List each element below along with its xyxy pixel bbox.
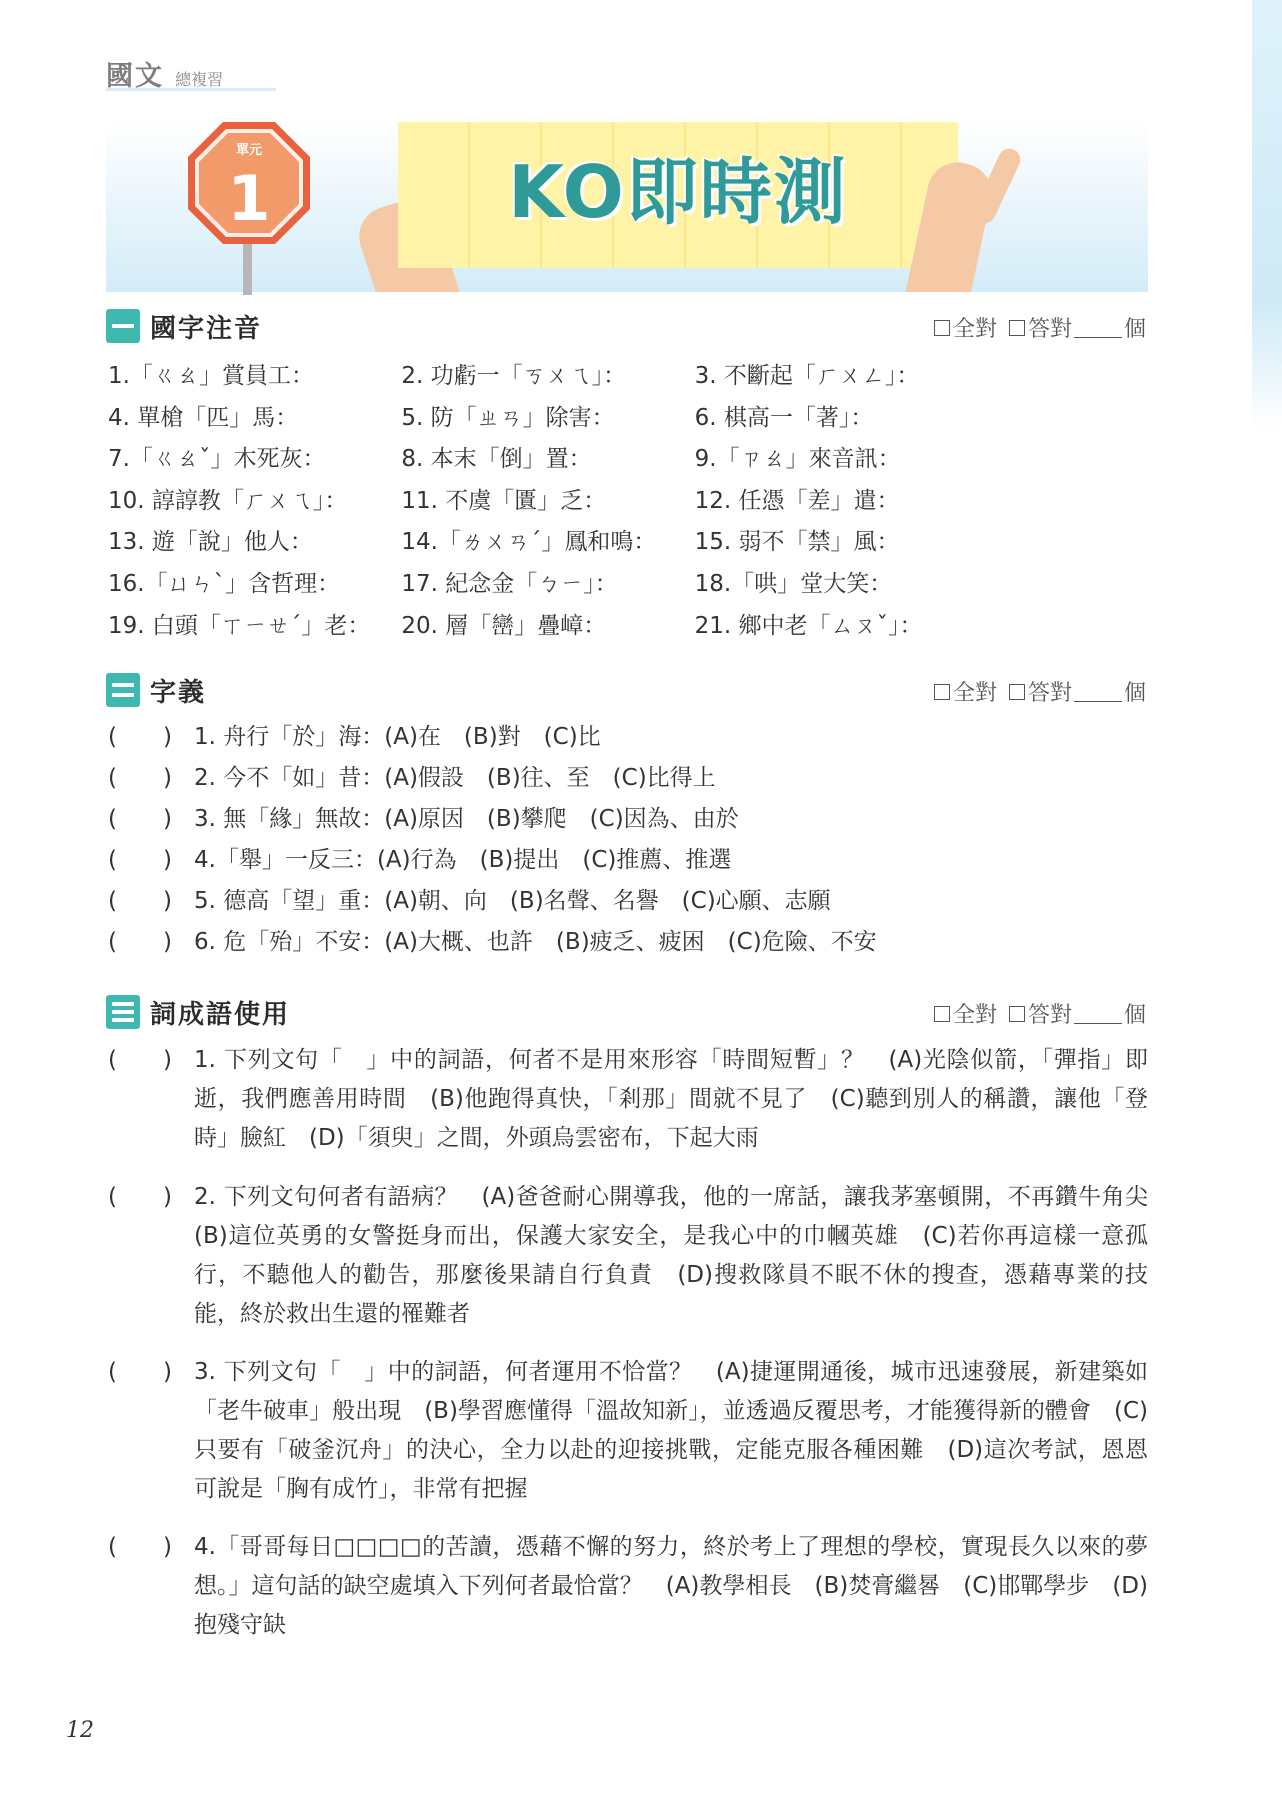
phonetic-item: 5. 防「ㄓㄢ」除害： — [401, 404, 615, 431]
usage-question — [108, 1353, 1148, 1509]
question-text: 4.「舉」一反三：(A)行為 (B)提出 (C)推薦、推選 — [194, 847, 732, 873]
answer-blank[interactable]: ( ) — [108, 888, 172, 914]
usage-question — [108, 1041, 1148, 1158]
answered-checkbox[interactable] — [1009, 1006, 1025, 1022]
question-text: 3. 無「緣」無故：(A)原因 (B)攀爬 (C)因為、由於 — [194, 806, 739, 832]
phonetic-item: 1.「ㄍㄠ」賞員工： — [108, 363, 314, 389]
unit-label: 個 — [1123, 1003, 1146, 1028]
question-text: 4.「哥哥每日□□□□的苦讀，憑藉不懈的努力，終於考上了理想的學校，實現長久以來的夢想。」這句話的缺空處填入下列何者最恰當？ (A)教學相長 (B)焚膏繼晷 (C)邯鄲學步 (D)抱殘守缺 — [194, 1534, 1148, 1638]
unit-sign-icon — [186, 120, 312, 246]
subject-title: 國文 — [106, 61, 164, 92]
phonetic-item: 10. 諄諄教「ㄏㄨㄟ」： — [108, 487, 348, 514]
meaning-question — [108, 800, 1148, 839]
answered-label: 答對 — [1027, 1003, 1072, 1028]
phonetic-item: 8. 本末「倒」置： — [401, 446, 592, 473]
section-3-icon — [106, 995, 140, 1029]
phonetic-item: 14.「ㄌㄨㄢˊ」鳳和鳴： — [401, 529, 657, 556]
score-blank[interactable] — [1074, 1003, 1122, 1024]
section-3-heading — [106, 994, 290, 1030]
answered-checkbox[interactable] — [1009, 320, 1025, 336]
phonetic-item: 2. 功虧一「ㄎㄨㄟ」： — [401, 363, 627, 389]
usage-question — [108, 1178, 1171, 1334]
phonetic-item: 18.「哄」堂大笑： — [694, 570, 893, 597]
phonetic-item: 7.「ㄍㄠˇ」木死灰： — [108, 446, 326, 473]
answer-blank[interactable]: ( ) — [108, 1359, 172, 1385]
meaning-question — [108, 718, 1148, 757]
meaning-question — [108, 923, 1148, 962]
phonetic-item: 3. 不斷起「ㄏㄨㄥ」： — [694, 363, 920, 389]
phonetic-item: 19. 白頭「ㄒㄧㄝˊ」老： — [108, 612, 371, 639]
section-3-score — [934, 998, 1146, 1029]
unit-number: 1 — [227, 162, 271, 235]
question-text: 6. 危「殆」不安：(A)大概、也許 (B)疲乏、疲困 (C)危險、不安 — [194, 929, 877, 955]
sign-label: 單元 — [235, 143, 263, 158]
question-text: 1. 下列文句「 」中的詞語，何者不是用來形容「時間短暫」？ (A)光陰似箭，「彈指」即逝，我們應善用時間 (B)他跑得真快，「剎那」間就不見了 (C)聽到別人的稱讚，讓他「登時」臉紅 (D)「須臾」之間，外頭烏雲密布，下起大雨 — [194, 1047, 1148, 1151]
side-decor-strip — [1252, 0, 1282, 430]
all-correct-label: 全對 — [952, 681, 997, 706]
phonetic-item: 13. 遊「說」他人： — [108, 529, 313, 556]
phonetic-item: 9.「ㄗㄠ」來音訊： — [694, 446, 901, 473]
section-2-heading — [106, 672, 206, 708]
section-2-icon — [106, 673, 140, 707]
all-correct-checkbox[interactable] — [934, 684, 950, 700]
page-number: 12 — [66, 1718, 94, 1743]
all-correct-checkbox[interactable] — [934, 1006, 950, 1022]
phonetic-item: 21. 鄉中老「ㄙㄡˇ」： — [694, 612, 923, 639]
answered-label: 答對 — [1027, 317, 1072, 342]
answer-blank[interactable]: ( ) — [108, 1047, 172, 1073]
answered-label: 答對 — [1027, 681, 1072, 706]
question-text: 2. 下列文句何者有語病？ (A)爸爸耐心開導我，他的一席話，讓我茅塞頓開，不再鑽牛角尖 (B)這位英勇的女警挺身而出，保護大家安全，是我心中的巾幗英雄 (C)若你再這樣一意孤行，不聽他人的勸告，那麼後果請自行負責 (D)搜救隊員不眠不休的搜查，憑藉專業的技能，終於救出生還的罹難者 — [194, 1184, 1171, 1327]
phonetic-grid — [108, 356, 988, 647]
section-2-title: 字義 — [150, 677, 207, 708]
section-1-heading — [106, 308, 262, 344]
all-correct-label: 全對 — [952, 317, 997, 342]
phonetic-item: 4. 單槍「匹」馬： — [108, 404, 299, 431]
score-blank[interactable] — [1074, 681, 1122, 702]
question-text: 1. 舟行「於」海：(A)在 (B)對 (C)比 — [194, 724, 601, 750]
meaning-question — [108, 841, 1148, 880]
score-blank[interactable] — [1074, 317, 1122, 338]
answer-blank[interactable]: ( ) — [108, 1184, 172, 1210]
usage-question — [108, 1528, 1148, 1645]
phonetic-item: 16.「ㄩㄣˋ」含哲理： — [108, 570, 341, 597]
all-correct-label: 全對 — [952, 1003, 997, 1028]
answer-blank[interactable]: ( ) — [108, 806, 172, 832]
question-text: 2. 今不「如」昔：(A)假設 (B)往、至 (C)比得上 — [194, 765, 716, 791]
unit-label: 個 — [1123, 317, 1146, 342]
phonetic-item: 15. 弱不「禁」風： — [694, 529, 900, 556]
section-1-title: 國字注音 — [150, 313, 263, 344]
section-1-icon — [106, 309, 140, 343]
banner-title: KO即時測 — [508, 150, 848, 234]
all-correct-checkbox[interactable] — [934, 320, 950, 336]
section-2-score — [934, 676, 1146, 707]
meaning-question — [108, 759, 1148, 798]
answer-blank[interactable]: ( ) — [108, 929, 172, 955]
phonetic-item: 6. 棋高一「著」： — [694, 404, 874, 431]
phonetic-item: 20. 層「巒」疊嶂： — [401, 612, 607, 639]
unit-label: 個 — [1123, 681, 1146, 706]
phonetic-item: 17. 紀念金「ㄅㄧ」： — [401, 570, 618, 597]
answer-blank[interactable]: ( ) — [108, 765, 172, 791]
subject-subtitle: 總複習 — [175, 70, 224, 89]
phonetic-item: 12. 任憑「差」遣： — [694, 487, 900, 514]
answered-checkbox[interactable] — [1009, 684, 1025, 700]
phonetic-item: 11. 不虞「匱」乏： — [401, 487, 607, 514]
meaning-question — [108, 882, 1148, 921]
folded-paper — [398, 122, 958, 268]
section-1-score — [934, 312, 1146, 343]
section-3-title: 詞成語使用 — [150, 999, 291, 1030]
page-header — [106, 54, 276, 91]
answer-blank[interactable]: ( ) — [108, 724, 172, 750]
question-text: 3. 下列文句「 」中的詞語，何者運用不恰當？ (A)捷運開通後，城市迅速發展，新建築如「老牛破車」般出現 (B)學習應懂得「溫故知新」，並透過反覆思考，才能獲得新的體會 (C)只要有「破釜沉舟」的決心，全力以赴的迎接挑戰，定能克服各種困難 (D)這次考試，恩恩可說是「胸有成竹」，非常有把握 — [194, 1359, 1148, 1502]
answer-blank[interactable]: ( ) — [108, 847, 172, 873]
question-text: 5. 德高「望」重：(A)朝、向 (B)名聲、名譽 (C)心願、志願 — [194, 888, 831, 914]
answer-blank[interactable]: ( ) — [108, 1534, 172, 1560]
